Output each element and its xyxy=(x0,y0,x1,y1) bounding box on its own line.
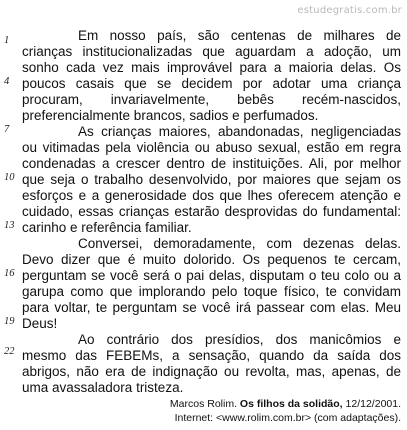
text-line: uma avassaladora tristeza. xyxy=(22,380,184,395)
text-line: procuram, invariavelmente, bebês recém-nascidos, xyxy=(22,92,401,107)
text-line: ou vitimadas pela violência ou abuso sexual, estão em regra xyxy=(22,140,401,155)
line-number-7: 7 xyxy=(4,124,10,135)
source-citation xyxy=(170,398,401,410)
text-line: sonho cada vez mais improvável para a maioria delas. Os xyxy=(22,60,401,75)
source-title: Os filhos da solidão, xyxy=(239,398,343,410)
source-author: Marcos Rolim. xyxy=(169,398,237,410)
text-line: poucos casais que se decidem por adotar uma criança xyxy=(22,76,401,91)
text-line: Em nosso país, são centenas de milhares de xyxy=(78,28,401,43)
line-number-16: 16 xyxy=(4,268,15,279)
text-line: condenadas a crescer dentro de instituições. Ali, por melhor xyxy=(22,156,401,171)
source-date: 12/12/2001. xyxy=(345,398,401,410)
text-line: Ao contrário dos presídios, dos manicômios e xyxy=(78,332,401,347)
text-line: que seja o trabalho desenvolvido, por maiores que sejam os xyxy=(22,172,401,187)
text-line: preferencialmente brancos, sadios e perfumados. xyxy=(22,108,319,123)
text-line: perguntam se você será o pai delas, disputam o teu colo ou a xyxy=(22,268,401,283)
line-number-1: 1 xyxy=(4,35,10,46)
text-line: mesmo das FEBEMs, a sensação, quando da saída dos xyxy=(22,348,401,363)
line-number-4: 4 xyxy=(4,76,10,87)
text-line: carinho e referência familiar. xyxy=(22,220,192,235)
text-line: garupa como que implorando pelo toque físico, te convidam xyxy=(22,284,401,299)
text-line: para voltar, te perguntam se você irá passear com elas. Meu xyxy=(22,300,401,315)
source-internet: Internet: <www.rolim.com.br> (com adaptações). xyxy=(174,412,401,424)
line-number-10: 10 xyxy=(4,172,15,183)
text-line: esforços e a generosidade dos que lhes oferecem atenção e xyxy=(22,188,401,203)
text-line: Devo dizer que é muito dolorido. Os pequenos te cercam, xyxy=(22,252,401,267)
text-line: cuidado, essas crianças estarão desprovidas do fundamental: xyxy=(22,204,401,219)
text-line: Conversei, demoradamente, com dezenas delas. xyxy=(78,236,401,251)
text-line: crianças institucionalizadas que aguardam a adoção, um xyxy=(22,44,401,59)
line-number-13: 13 xyxy=(4,220,15,231)
text-line: As crianças maiores, abandonadas, negligenciadas xyxy=(78,124,401,139)
line-number-22: 22 xyxy=(4,346,15,357)
line-number-19: 19 xyxy=(4,316,15,327)
watermark: estudegratis.com.br xyxy=(297,5,402,16)
text-line: Deus! xyxy=(22,316,58,331)
text-line: abrigos, não era de indignação ou revolta, mas, apenas, de xyxy=(22,364,401,379)
